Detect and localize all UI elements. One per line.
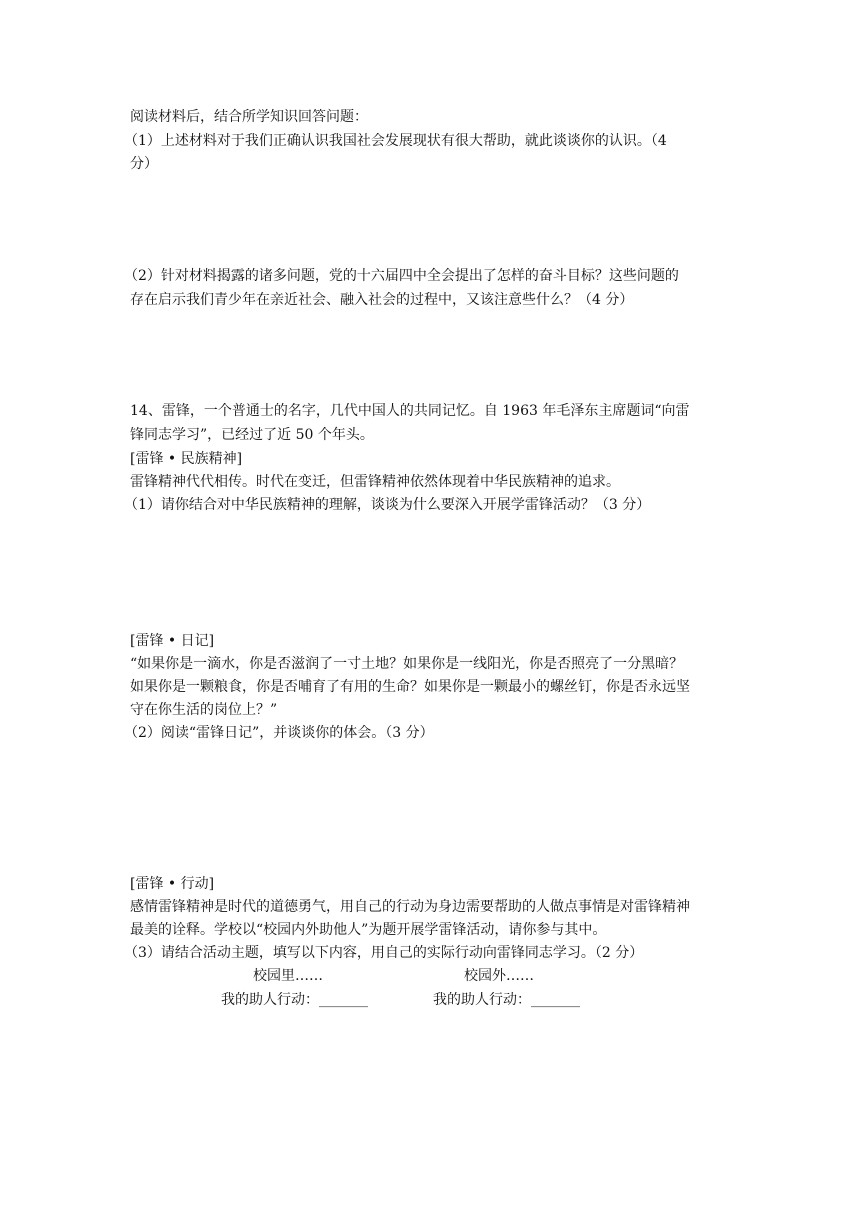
part3-question: （3）请结合活动主题，填写以下内容，用自己的实际行动向雷锋同志学习。（2 分） [124,945,644,961]
part2-quote-line2: 如果你是一颗粮食，你是否哺育了有用的生命？如果你是一颗最小的螺丝钉，你是否永远坚 [130,679,690,695]
part1-question: （1）请你结合对中华民族精神的理解，谈谈为什么要深入开展学雷锋活动？（3 分） [124,497,651,513]
helping-action-outside-blank[interactable]: 我的助人行动：_______ [433,992,580,1008]
part1-text: 雷锋精神代代相传。时代在变迁，但雷锋精神依然体现着中华民族精神的追求。 [130,474,620,490]
part2-quote-line3: 守在你生活的岗位上？” [130,702,278,718]
campus-inside-label: 校园里…… [253,968,323,984]
part3-text-line1: 感情雷锋精神是时代的道德勇气，用自己的行动为身边需要帮助的人做点事情是对雷锋精神 [130,899,690,915]
question14-intro-cont: 锋同志学习”，已经过了近 50 个年头。 [130,427,374,443]
campus-outside-label: 校园外…… [464,968,534,984]
question1-text: （1）上述材料对于我们正确认识我国社会发展现状有很大帮助，就此谈谈你的认识。（4 [124,133,667,149]
question14-intro: 14、雷锋，一个普通士的名字，几代中国人的共同记忆。自 1963 年毛泽东主席题词“向雷 [130,403,690,419]
question1-text-cont: 分） [130,156,158,172]
part2-heading: [雷锋 • 日记] [130,633,215,649]
question2-text-cont: 存在启示我们青少年在亲近社会、融入社会的过程中，又该注意些什么？（4 分） [130,292,634,308]
part2-quote-line1: “如果你是一滴水，你是否滋润了一寸土地？如果你是一线阳光，你是否照亮了一分黑暗？ [130,656,684,672]
part2-question: （2）阅读“雷锋日记”，并谈谈你的体会。（3 分） [124,725,434,741]
question2-text: （2）针对材料揭露的诸多问题，党的十六届四中全会提出了怎样的奋斗目标？这些问题的 [124,268,679,284]
part1-heading: [雷锋 • 民族精神] [130,451,243,467]
part3-heading: [雷锋 • 行动] [130,876,215,892]
part3-text-line2: 最美的诠释。学校以“校园内外助他人”为题开展学雷锋活动，请你参与其中。 [130,922,607,938]
helping-action-inside-blank[interactable]: 我的助人行动：_______ [221,992,368,1008]
section13-intro: 阅读材料后，结合所学知识回答问题： [130,109,368,125]
